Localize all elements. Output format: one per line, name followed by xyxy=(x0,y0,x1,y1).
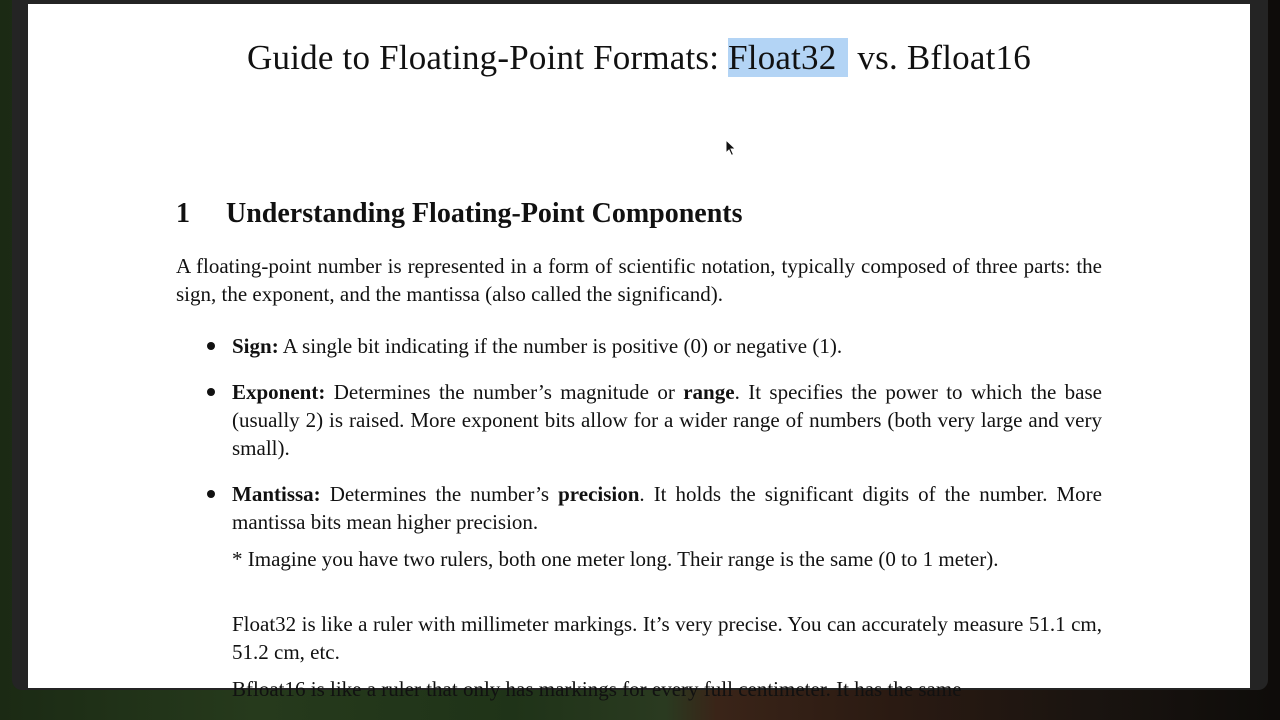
bfloat16-analogy-paragraph: Bfloat16 is like a ruler that only has markings for every full centimeter. It has the same xyxy=(232,677,962,701)
list-item-sign xyxy=(232,332,1102,360)
item-text: A single bit indicating if the number is positive (0) or negative (1). xyxy=(278,334,843,358)
item-label: Sign: xyxy=(232,334,279,358)
float32-analogy-paragraph: Float32 is like a ruler with millimeter markings. It’s very precise. You can accurately measure 51.1 cm, 51.2 cm, etc. xyxy=(232,612,1102,664)
intro-paragraph: A floating-point number is represented in a form of scientific notation, typically composed of three parts: the sign, the exponent, and the mantissa (also called the significand). xyxy=(176,254,1102,306)
item-emphasis: precision xyxy=(558,482,640,506)
item-text: . It specifies the power to which the base (usually 2) is raised. More exponent bits allow for a wider range of numbers (both very large and very small). xyxy=(232,380,1102,460)
item-text: Determines the number’s xyxy=(320,482,559,506)
title-text-end: vs. Bfloat16 xyxy=(848,38,1031,77)
section-number: 1 xyxy=(176,198,190,229)
document-title xyxy=(28,38,1250,78)
item-text: . It holds the significant digits of the number. More mantissa bits mean higher precision. xyxy=(232,482,1102,534)
title-text: Guide to Floating-Point Formats: xyxy=(247,38,729,77)
mouse-pointer-icon xyxy=(725,139,737,157)
selected-text[interactable]: Float32 xyxy=(728,38,848,77)
section-title: Understanding Floating-Point Components xyxy=(226,198,743,229)
list-item-mantissa xyxy=(232,480,1102,536)
list-item-exponent xyxy=(232,378,1102,462)
ruler-analogy-paragraph: * Imagine you have two rulers, both one meter long. Their range is the same (0 to 1 meter). xyxy=(232,547,999,571)
item-label: Exponent: xyxy=(232,380,326,404)
item-emphasis: range xyxy=(683,380,735,404)
section-heading xyxy=(176,197,743,231)
item-label: Mantissa: xyxy=(232,482,321,506)
item-text: Determines the number’s magnitude or xyxy=(325,380,684,404)
document-page[interactable] xyxy=(28,4,1250,701)
